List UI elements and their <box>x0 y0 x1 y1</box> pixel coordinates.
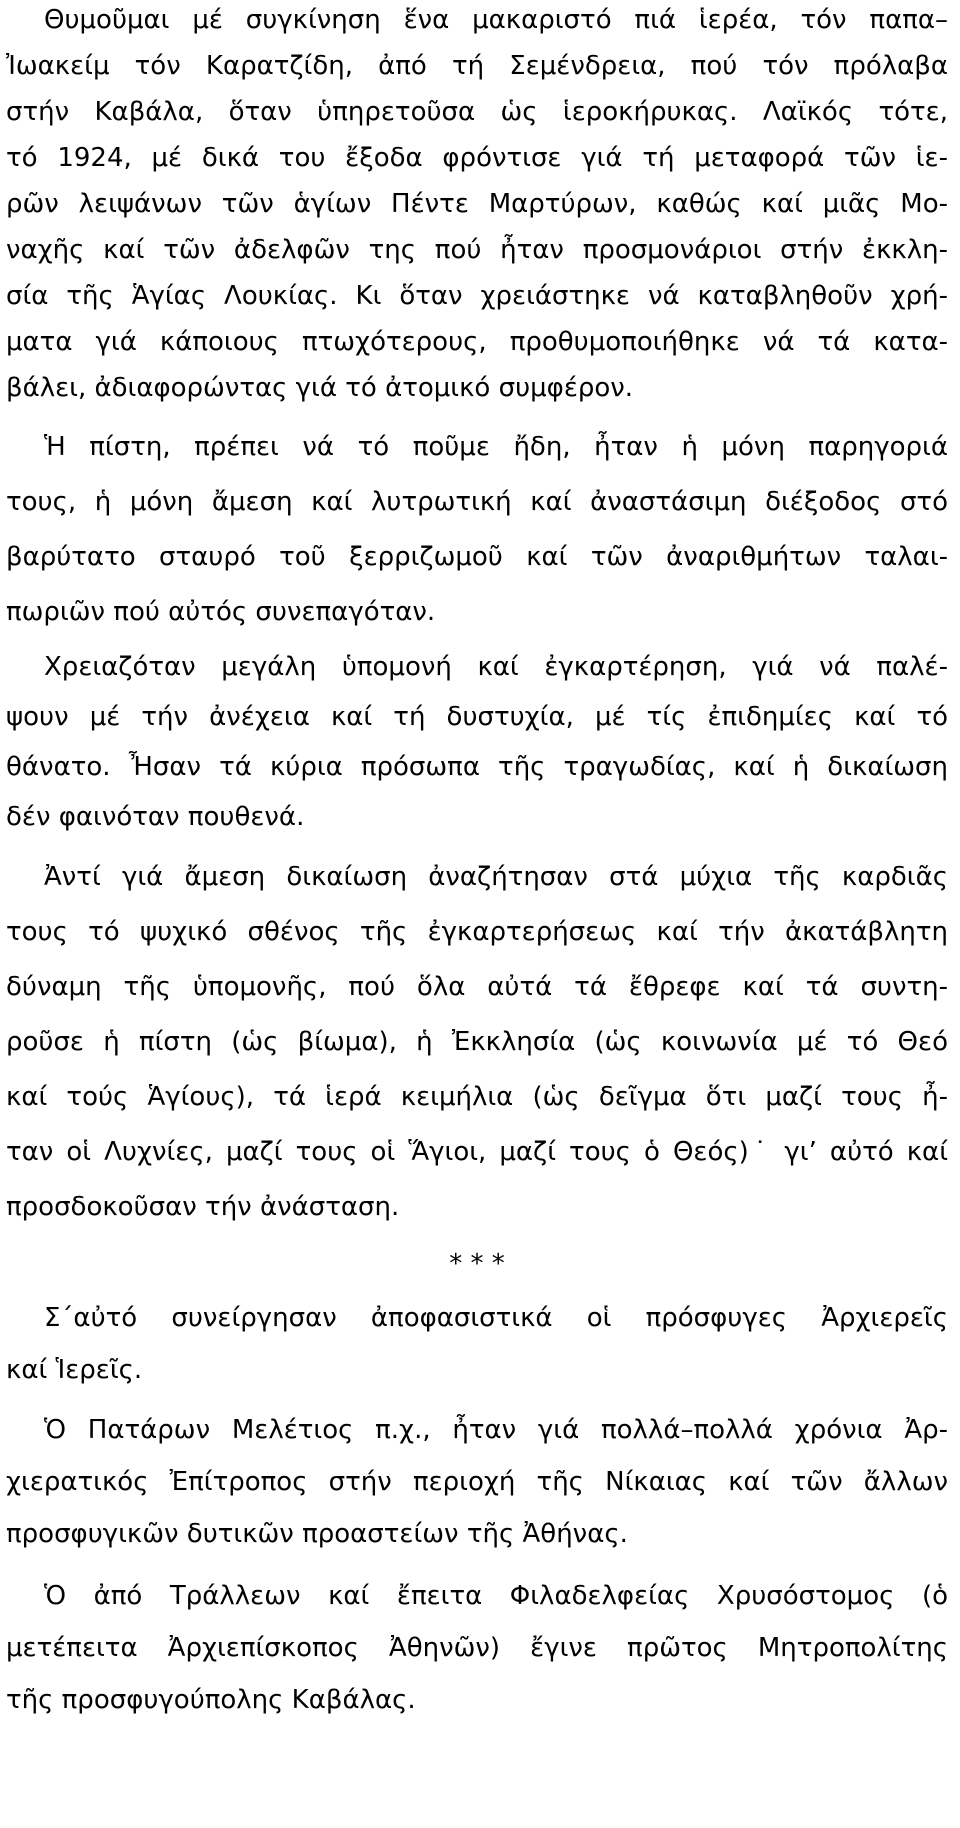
text-line: ρῶν λειψάνων τῶν ἁγίων Πέντε Μαρτύρων, καθώς καί μιᾶς Μο- <box>6 189 948 219</box>
text-line: Ὁ ἀπό Τράλλεων καί ἔπειτα Φιλαδελφείας Χρυσόστομος (ὁ <box>44 1581 948 1611</box>
text-line: δύναμη τῆς ὑπομονῆς, πού ὅλα αὐτά τά ἔθρεφε καί τά συντη- <box>6 972 948 1002</box>
text-line: τους τό ψυχικό σθένος τῆς ἐγκαρτερήσεως καί τήν ἀκατάβλητη <box>6 917 948 947</box>
text-line: Χρειαζόταν μεγάλη ὑπομονή καί ἐγκαρτέρηση, γιά νά παλέ- <box>44 652 948 682</box>
text-line: βάλει, ἀδιαφορώντας γιά τό ἀτομικό συμφέρον. <box>6 373 634 403</box>
text-line: Ὁ Πατάρων Μελέτιος π.χ., ἦταν γιά πολλά–πολλά χρόνια Ἀρ- <box>44 1415 948 1445</box>
separator-asterisks: * * * <box>449 1249 505 1279</box>
text-line: ματα γιά κάποιους πτωχότερους, προθυμοποιήθηκε νά τά κατα- <box>6 327 948 357</box>
text-line: καί Ἱερεῖς. <box>6 1355 143 1385</box>
text-line: σία τῆς Ἁγίας Λουκίας. Κι ὅταν χρειάστηκε νά καταβληθοῦν χρή- <box>6 281 948 311</box>
text-line: ναχῆς καί τῶν ἀδελφῶν της πού ἦταν προσμονάριοι στήν ἐκκλη- <box>6 235 948 265</box>
text-line: τους, ἡ μόνη ἄμεση καί λυτρωτική καί ἀναστάσιμη διέξοδος στό <box>6 487 948 517</box>
paragraph-6 <box>6 1404 948 1560</box>
paragraph-1 <box>6 0 948 411</box>
text-line: ψουν μέ τήν ἀνέχεια καί τή δυστυχία, μέ τίς ἐπιδημίες καί τό <box>6 702 948 732</box>
text-line: βαρύτατο σταυρό τοῦ ξερριζωμοῦ καί τῶν ἀναριθμήτων ταλαι- <box>6 542 948 572</box>
text-line: στήν Καβάλα, ὅταν ὑπηρετοῦσα ὡς ἱεροκήρυκας. Λαϊκός τότε, <box>6 97 948 127</box>
text-line: ροῦσε ἡ πίστη (ὡς βίωμα), ἡ Ἐκκλησία (ὡς κοινωνία μέ τό Θεό <box>6 1027 948 1057</box>
text-line: Θυμοῦμαι μέ συγκίνηση ἕνα μακαριστό πιά ἱερέα, τόν παπα– <box>44 5 948 35</box>
text-line: προσφυγικῶν δυτικῶν προαστείων τῆς Ἀθήνας. <box>6 1519 628 1549</box>
text-line: χιερατικός Ἐπίτροπος στήν περιοχή τῆς Νίκαιας καί τῶν ἄλλων <box>6 1467 948 1497</box>
text-line: τό 1924, μέ δικά του ἔξοδα φρόντισε γιά τή μεταφορά τῶν ἱε- <box>6 143 948 173</box>
text-line: ταν οἱ Λυχνίες, μαζί τους οἱ Ἅγιοι, μαζί τους ὁ Θεός)˙ γι’ αὐτό καί <box>6 1137 948 1167</box>
paragraph-7 <box>6 1570 948 1726</box>
text-line: Ἡ πίστη, πρέπει νά τό ποῦμε ἤδη, ἦταν ἡ μόνη παρηγοριά <box>44 432 948 462</box>
text-line: Ἀντί γιά ἄμεση δικαίωση ἀναζήτησαν στά μύχια τῆς καρδιᾶς <box>44 862 948 892</box>
section-separator <box>6 1237 948 1292</box>
text-line: Ἰωακείμ τόν Καρατζίδη, ἀπό τή Σεμένδρεια, πού τόν πρόλαβα <box>6 51 948 81</box>
text-line: τῆς προσφυγούπολης Καβάλας. <box>6 1685 416 1715</box>
paragraph-2 <box>6 420 948 640</box>
text-line: θάνατο. Ἦσαν τά κύρια πρόσωπα τῆς τραγωδίας, καί ἡ δικαίωση <box>6 752 948 782</box>
text-line: Σ΄αὐτό συνείργησαν ἀποφασιστικά οἱ πρόσφυγες Ἀρχιερεῖς <box>44 1303 948 1333</box>
paragraph-3 <box>6 642 948 842</box>
text-line: μετέπειτα Ἀρχιεπίσκοπος Ἀθηνῶν) ἔγινε πρῶτος Μητροπολίτης <box>6 1633 948 1663</box>
paragraph-5 <box>6 1292 948 1396</box>
paragraph-4 <box>6 850 948 1235</box>
text-line: πωριῶν πού αὐτός συνεπαγόταν. <box>6 597 436 627</box>
text-line: καί τούς Ἁγίους), τά ἱερά κειμήλια (ὡς δεῖγμα ὅτι μαζί τους ἦ- <box>6 1082 948 1112</box>
text-line: δέν φαινόταν πουθενά. <box>6 802 305 832</box>
text-line: προσδοκοῦσαν τήν ἀνάσταση. <box>6 1192 400 1222</box>
